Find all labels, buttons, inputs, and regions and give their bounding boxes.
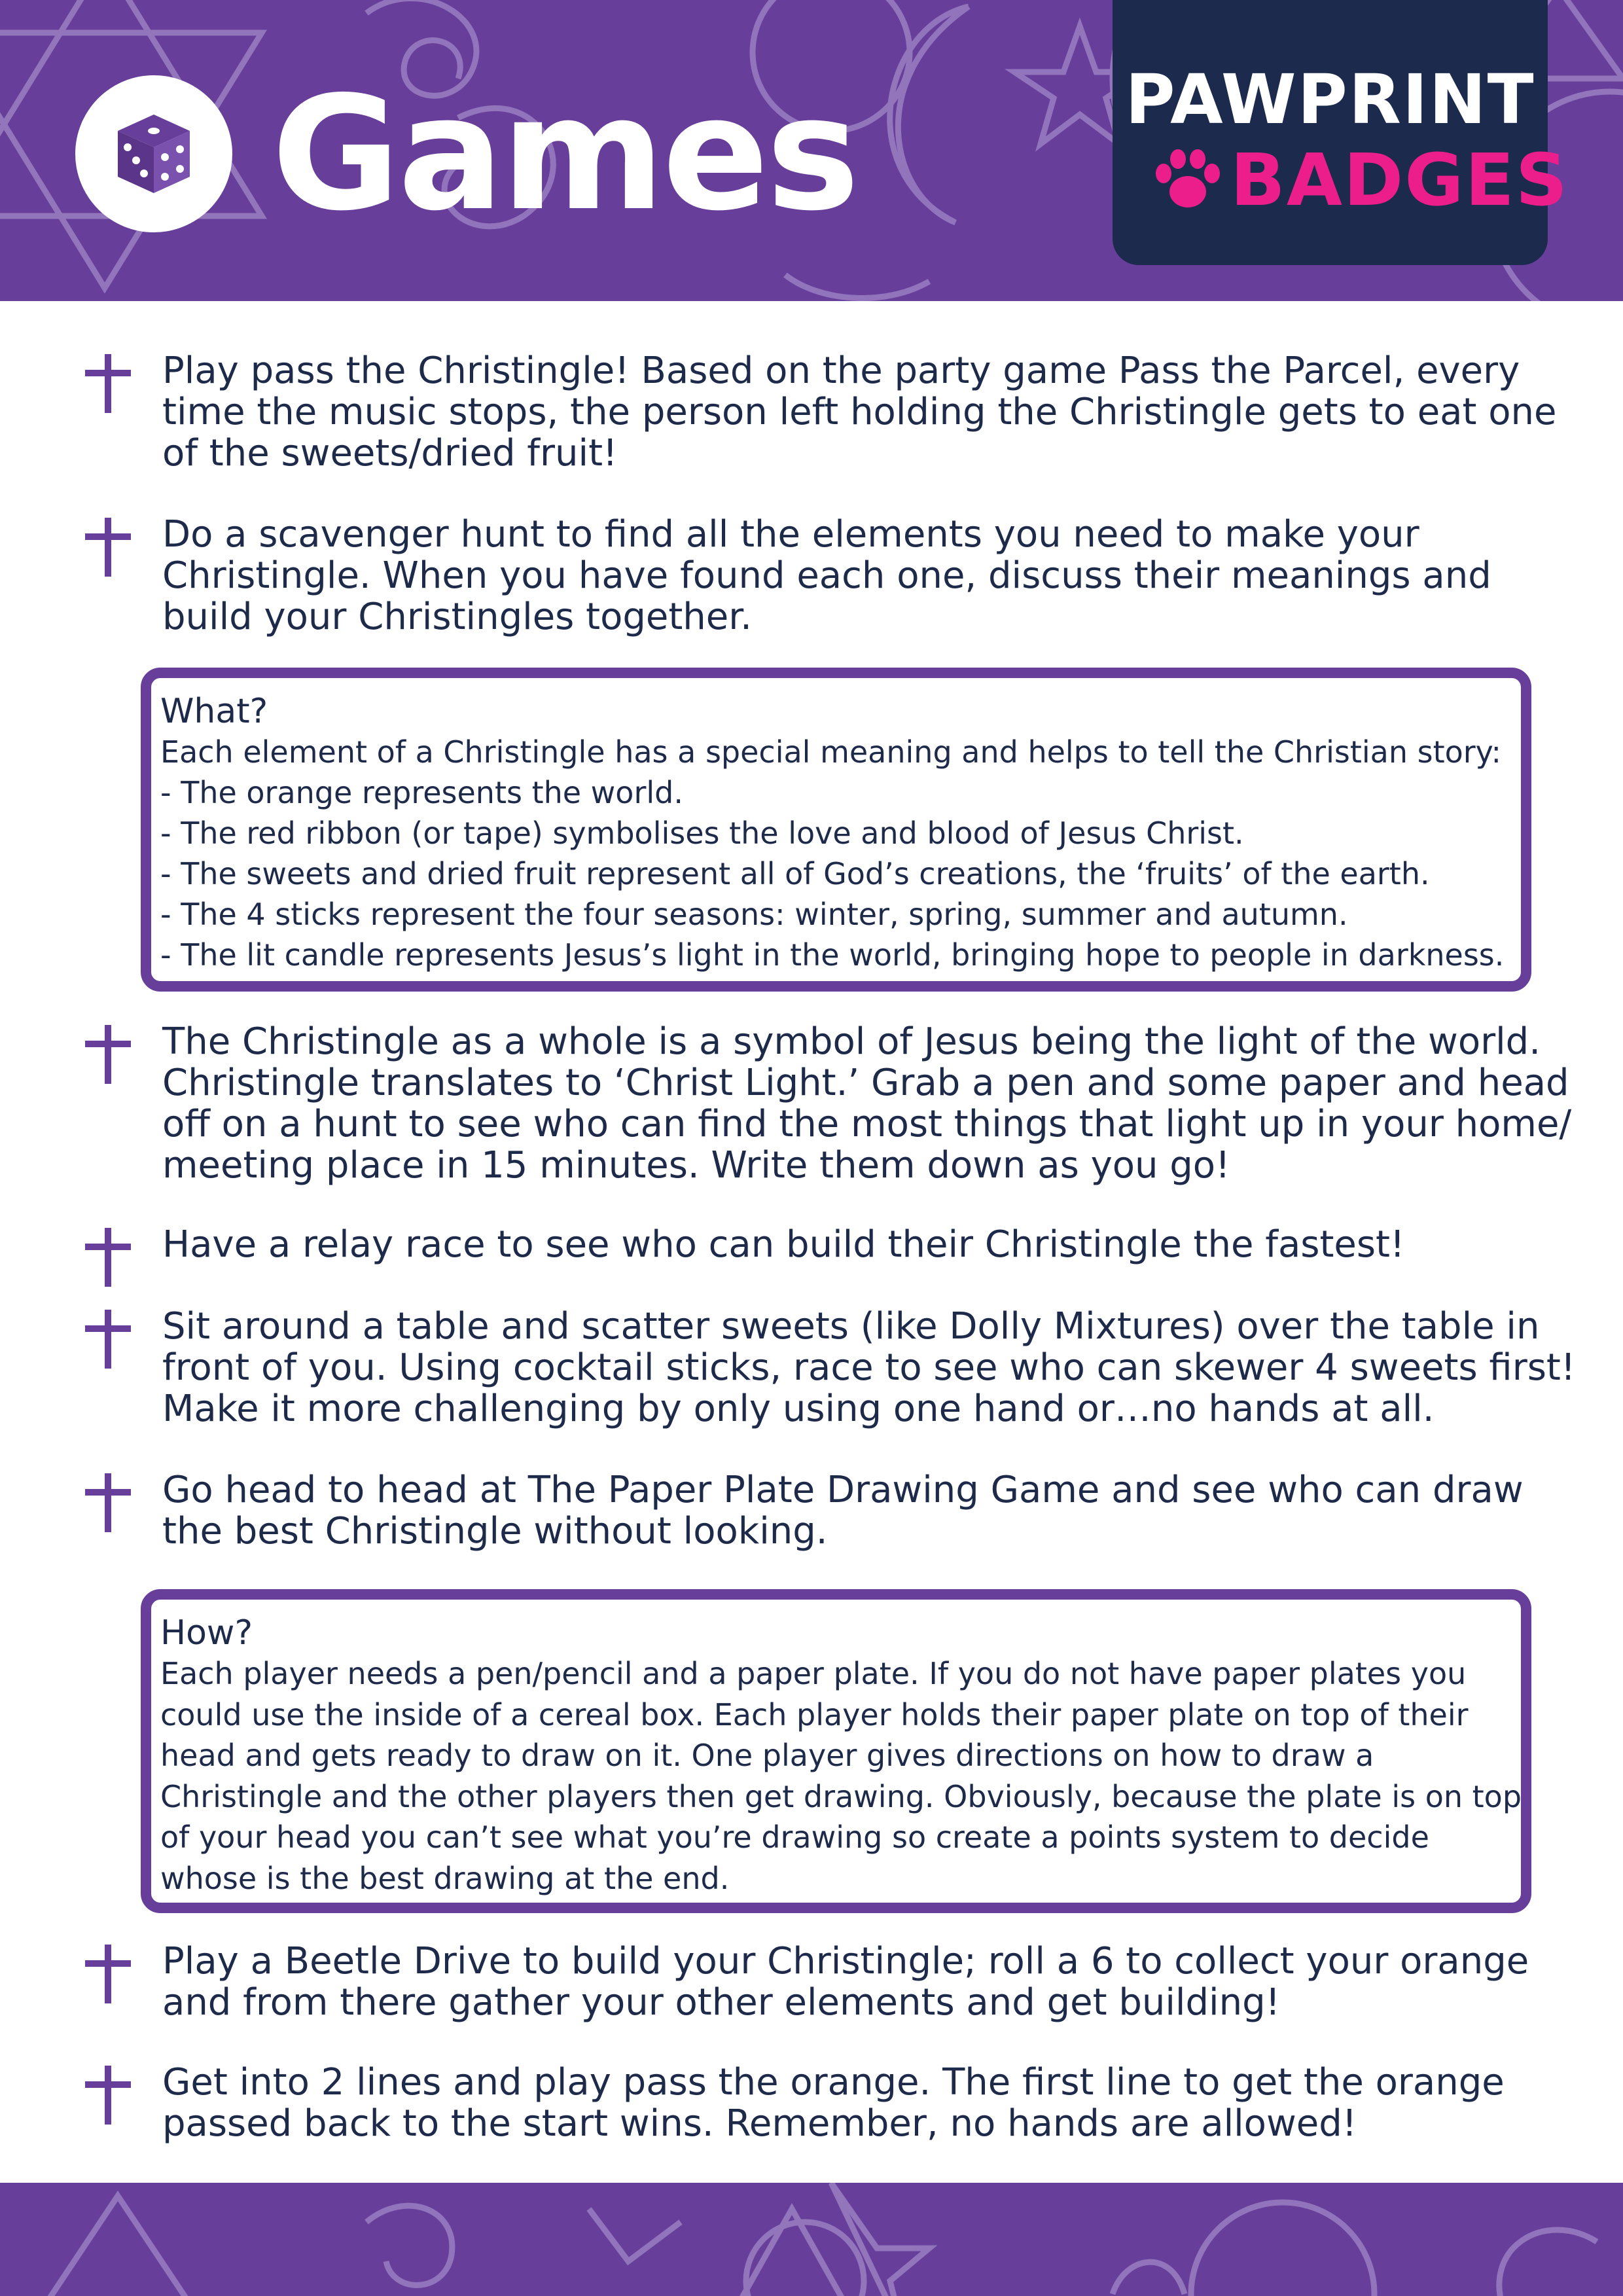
cross-icon xyxy=(85,2066,131,2125)
activity-text: Have a relay race to see who can build their Christingle the fastest! xyxy=(162,1223,1405,1266)
cross-icon xyxy=(85,518,131,577)
page-footer xyxy=(0,2183,1623,2296)
box-title: How? xyxy=(160,1613,253,1653)
page-header xyxy=(0,0,1623,301)
logo-text-bottom: BADGES xyxy=(1230,138,1569,222)
activity-text: Go head to head at The Paper Plate Drawing Game and see who can draw the best Christingle without looking. xyxy=(162,1469,1524,1552)
activity-text: Do a scavenger hunt to find all the elements you need to make your Christingle. When you have found each one, discuss their meanings and build your Christingles together. xyxy=(162,513,1491,638)
activity-text: Get into 2 lines and play pass the orange. The first line to get the orange passed back to the start wins. Remember, no hands are allowed! xyxy=(162,2061,1505,2145)
box-line: - The red ribbon (or tape) symbolises the love and blood of Jesus Christ. xyxy=(160,816,1244,851)
what-box xyxy=(141,668,1531,992)
box-title: What? xyxy=(160,692,268,731)
activity-text: Play a Beetle Drive to build your Christingle; roll a 6 to collect your orange and from there gather your other elements and get building! xyxy=(162,1940,1529,2024)
cross-icon xyxy=(85,354,131,413)
activity-text: Sit around a table and scatter sweets (like Dolly Mixtures) over the table in front of you. Using cocktail sticks, race to see who can skewer 4 sweets first! Make it more challenging by only using one hand or…no hands at all. xyxy=(162,1305,1576,1430)
how-box xyxy=(141,1589,1531,1913)
paw-icon xyxy=(1152,147,1224,213)
dice-icon xyxy=(75,75,232,232)
cross-icon xyxy=(85,1025,131,1084)
box-text: Each player needs a pen/pencil and a paper plate. If you do not have paper plates you could use the inside of a cereal box. Each player holds their paper plate on top of their head and gets ready to draw on it. One player gives directions on how to draw a Christingle and the other players then get drawing. Obviously, because the plate is on top of your head you can’t see what you’re drawing so create a points system to decide whose is the best drawing at the end. xyxy=(160,1656,1522,1896)
box-line: Each element of a Christingle has a special meaning and helps to tell the Christian story: xyxy=(160,734,1502,770)
cross-icon xyxy=(85,1310,131,1369)
box-line: - The 4 sticks represent the four seasons: winter, spring, summer and autumn. xyxy=(160,897,1348,932)
footer-decoration xyxy=(0,2183,1623,2296)
activity-text: Play pass the Christingle! Based on the party game Pass the Parcel, every time the music stops, the person left holding the Christingle gets to eat one of the sweets/dried fruit! xyxy=(162,350,1557,475)
logo-text-top: PAWPRINT xyxy=(1125,60,1535,139)
page-title: Games xyxy=(272,62,857,245)
cross-icon xyxy=(85,1228,131,1287)
title-group xyxy=(75,62,857,245)
logo-bottom-row xyxy=(1152,138,1569,222)
box-line: - The sweets and dried fruit represent all of God’s creations, the ‘fruits’ of the earth. xyxy=(160,856,1430,891)
box-line: - The orange represents the world. xyxy=(160,775,683,810)
box-line: - The lit candle represents Jesus’s light in the world, bringing hope to people in darkness. xyxy=(160,937,1505,973)
cross-icon xyxy=(85,1945,131,2003)
activity-text: The Christingle as a whole is a symbol of Jesus being the light of the world. Christingle translates to ‘Christ Light.’ Grab a pen and some paper and head off on a hunt to see who can find the most things that light up in your home/ meeting place in 15 minutes. Write them down as you go! xyxy=(162,1020,1572,1187)
brand-logo xyxy=(1113,0,1569,265)
cross-icon xyxy=(85,1473,131,1532)
